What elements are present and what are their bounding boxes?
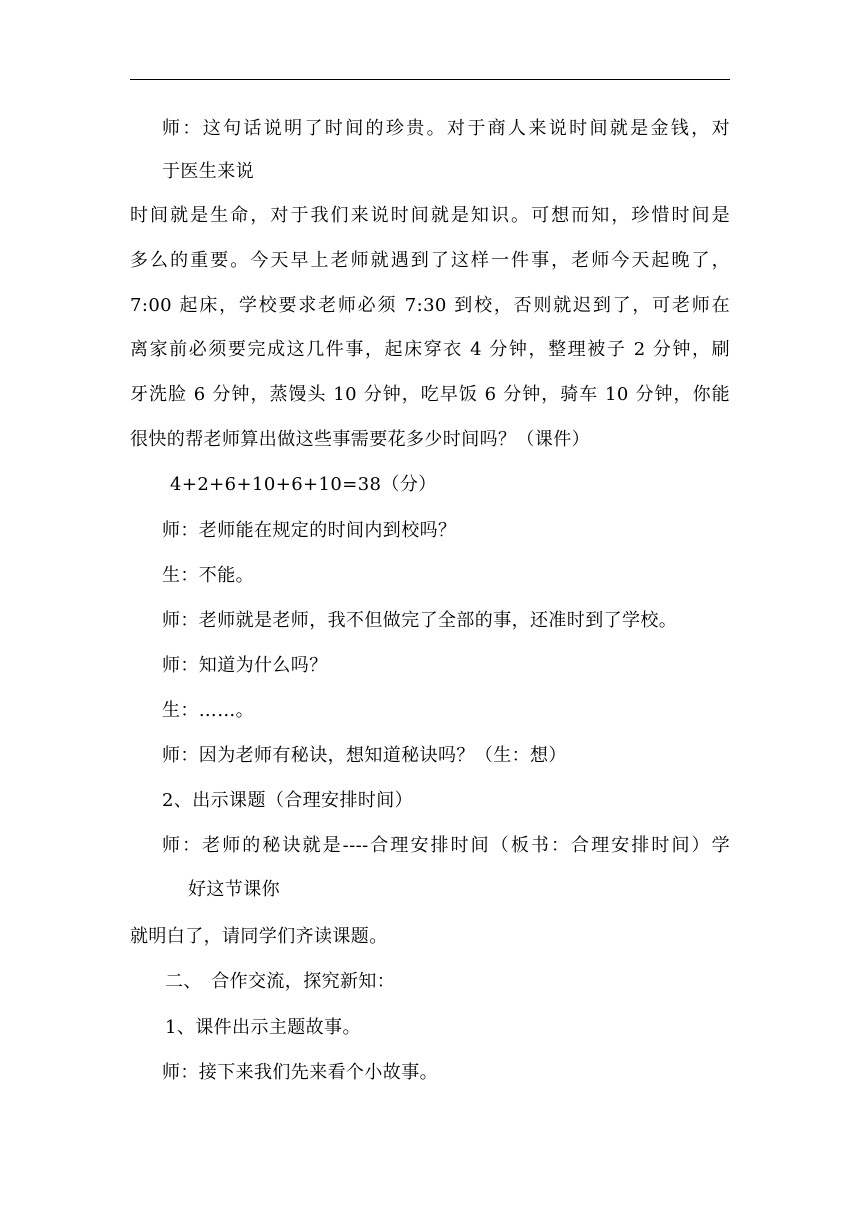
text-line-1: 师：这句话说明了时间的珍贵。对于商人来说时间就是金钱，对	[162, 118, 730, 139]
section-heading-topic: 2、出示课题（合理安排时间）	[162, 790, 414, 811]
dialogue-line-2: 生：不能。	[162, 565, 254, 586]
subsection-heading-1: 1、课件出示主题故事。	[165, 1017, 361, 1038]
dialogue-line-8: 好这节课你	[188, 879, 280, 900]
dialogue-line-7: 师：老师的秘诀就是----合理安排时间（板书：合理安排时间）学	[162, 835, 730, 856]
header-rule	[130, 79, 730, 80]
text-line-3: 时间就是生命，对于我们来说时间就是知识。可想而知，珍惜时间是	[130, 205, 730, 226]
text-line-6: 离家前必须要完成这几件事，起床穿衣 4 分钟，整理被子 2 分钟，刷	[130, 339, 730, 360]
section-heading-2: 二、 合作交流，探究新知：	[165, 971, 396, 992]
text-line-2: 于医生来说	[162, 161, 254, 182]
formula-line: 4+2+6+10+6+10=38（分）	[170, 474, 437, 495]
text-line-4: 多么的重要。今天早上老师就遇到了这样一件事，老师今天起晚了，	[130, 250, 730, 271]
dialogue-line-6: 师：因为老师有秘诀，想知道秘诀吗？（生：想）	[162, 745, 567, 766]
text-line-9: 就明白了，请同学们齐读课题。	[130, 926, 388, 947]
text-line-8: 很快的帮老师算出做这些事需要花多少时间吗？（课件）	[130, 429, 590, 450]
text-line-7: 牙洗脸 6 分钟，蒸馒头 10 分钟，吃早饭 6 分钟，骑车 10 分钟，你能	[130, 384, 730, 405]
dialogue-line-1: 师：老师能在规定的时间内到校吗？	[162, 520, 457, 541]
dialogue-line-5: 生：……。	[162, 700, 254, 721]
dialogue-line-3: 师：老师就是老师，我不但做完了全部的事，还准时到了学校。	[162, 610, 678, 631]
text-line-5: 7:00 起床，学校要求老师必须 7:30 到校，否则就迟到了，可老师在	[130, 295, 730, 316]
dialogue-line-9: 师：接下来我们先来看个小故事。	[162, 1062, 438, 1083]
dialogue-line-4: 师：知道为什么吗？	[162, 655, 328, 676]
